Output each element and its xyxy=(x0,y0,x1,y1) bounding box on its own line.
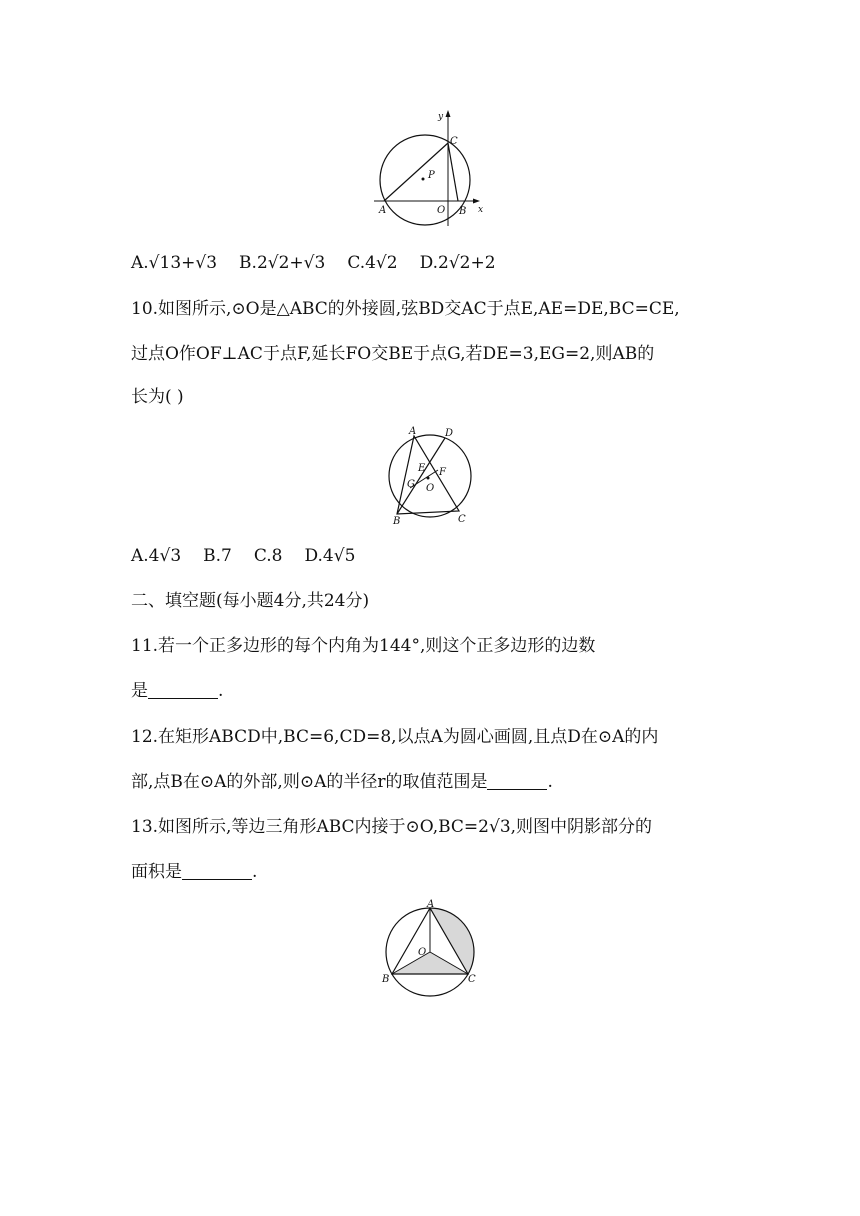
triangle-abc xyxy=(397,436,459,514)
q10-options xyxy=(131,545,377,567)
q11-prefix: 是 xyxy=(131,681,148,701)
q12-suffix: . xyxy=(547,772,553,792)
q9-option-b: B.2√2+√3 xyxy=(239,253,326,273)
q13-line-2 xyxy=(131,861,257,883)
q10-option-a: A.4√3 xyxy=(131,546,182,566)
chord-bc xyxy=(448,143,458,201)
label-c: C xyxy=(458,514,466,525)
label-a: A xyxy=(379,205,387,216)
label-o: O xyxy=(437,205,446,216)
q10-option-d: D.4√5 xyxy=(304,546,356,566)
q11-answer-blank xyxy=(148,680,218,699)
q13-suffix: . xyxy=(252,862,258,882)
label-x: x xyxy=(478,205,484,215)
label-c: C xyxy=(450,136,458,147)
q11-suffix: . xyxy=(218,681,224,701)
circle-o xyxy=(389,435,471,517)
label-g: G xyxy=(407,479,415,490)
q10-line-1: 10.如图所示,⊙O是△ABC的外接圆,弦BD交AC于点E,AE=DE,BC=CE, xyxy=(131,299,680,319)
chord-ac xyxy=(384,143,448,201)
label-o: O xyxy=(418,947,427,958)
label-y: y xyxy=(438,112,444,122)
q9-figure xyxy=(368,108,498,232)
q12-prefix: 部,点B在⊙A的外部,则⊙A的半径r的取值范围是 xyxy=(131,772,488,792)
y-axis-arrow xyxy=(446,110,451,117)
point-o xyxy=(427,477,430,480)
label-b: B xyxy=(382,974,390,985)
q13-figure xyxy=(378,898,482,1002)
q9-option-c: C.4√2 xyxy=(347,253,398,273)
point-p xyxy=(422,178,425,181)
label-a: A xyxy=(427,899,435,910)
label-o: O xyxy=(426,483,435,494)
label-c: C xyxy=(468,974,476,985)
q11-line-2 xyxy=(131,680,223,702)
q12-line-1: 12.在矩形ABCD中,BC=6,CD=8,以点A为圆心画圆,且点D在⊙A的内 xyxy=(131,727,659,747)
q9-option-a: A.√13+√3 xyxy=(131,253,218,273)
q11-line-1: 11.若一个正多边形的每个内角为144°,则这个正多边形的边数 xyxy=(131,636,596,656)
label-p: P xyxy=(428,170,435,181)
section-heading: 二、填空题(每小题4分,共24分) xyxy=(131,591,370,611)
q13-prefix: 面积是 xyxy=(131,862,182,882)
q12-answer-blank xyxy=(487,771,547,790)
q13-line-1: 13.如图所示,等边三角形ABC内接于⊙O,BC=2√3,则图中阴影部分的 xyxy=(131,817,653,837)
q12-line-2 xyxy=(131,771,553,793)
label-b: B xyxy=(459,206,467,217)
q10-option-c: C.8 xyxy=(253,546,283,566)
label-d: D xyxy=(445,428,454,439)
label-f: F xyxy=(439,467,446,478)
circle-p xyxy=(380,135,470,225)
q9-options xyxy=(131,252,518,274)
q13-answer-blank xyxy=(182,861,252,880)
label-e: E xyxy=(418,463,426,474)
x-axis-arrow xyxy=(473,199,480,204)
q10-figure xyxy=(382,424,482,528)
q10-line-3: 长为( ) xyxy=(131,387,184,407)
label-b: B xyxy=(393,516,401,527)
q10-line-2: 过点O作OF⊥AC于点F,延长FO交BE于点G,若DE=3,EG=2,则AB的 xyxy=(131,344,655,364)
q10-option-b: B.7 xyxy=(203,546,232,566)
label-a: A xyxy=(409,426,417,437)
q9-option-d: D.2√2+2 xyxy=(419,253,496,273)
